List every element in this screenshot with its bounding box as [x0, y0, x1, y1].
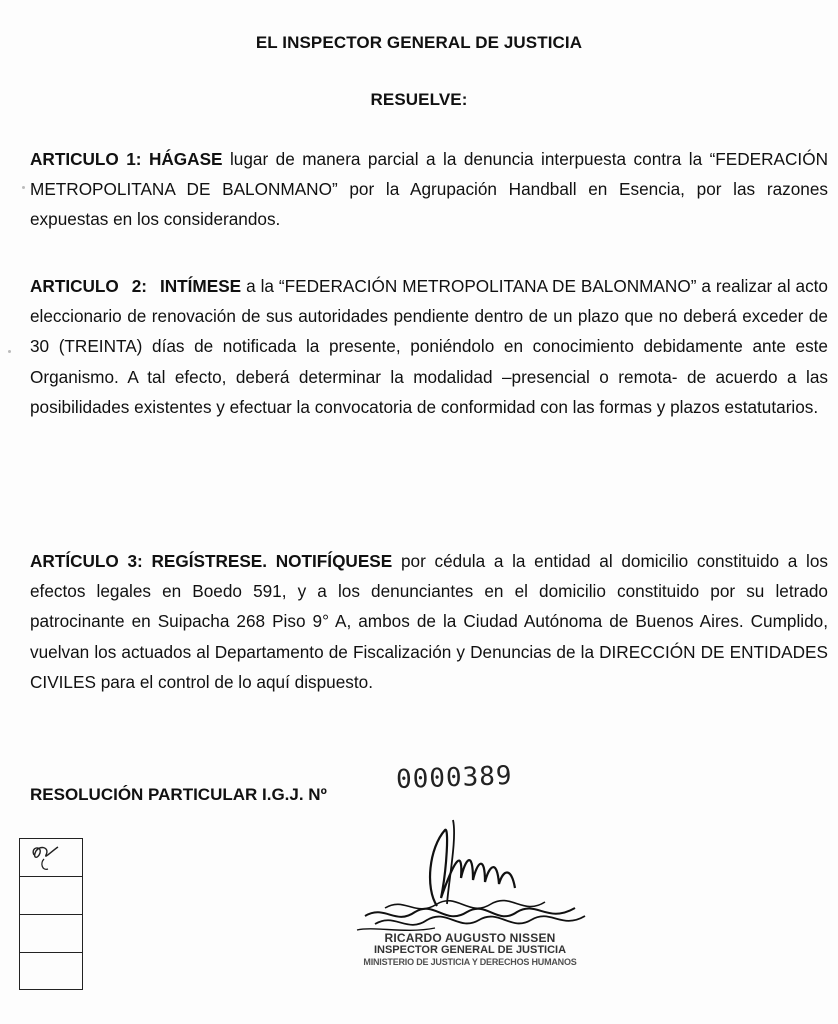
- official-stamp: [340, 932, 600, 968]
- handwritten-initials: [24, 841, 78, 875]
- article-1-lead: ARTICULO 1: HÁGASE: [30, 149, 223, 169]
- initials-cell: [20, 839, 82, 877]
- resuelve-heading: RESUELVE:: [370, 90, 468, 109]
- article-3: [30, 546, 828, 697]
- article-1: [30, 144, 828, 235]
- article-3-lead: ARTÍCULO 3: REGÍSTRESE. NOTIFÍQUESE: [30, 551, 393, 571]
- initials-cell: [20, 915, 82, 953]
- stamp-name: RICARDO AUGUSTO NISSEN: [384, 931, 556, 945]
- resolution-label: RESOLUCIÓN PARTICULAR I.G.J. Nº: [30, 785, 327, 804]
- initials-cell: [20, 877, 82, 915]
- scan-speck: [22, 186, 25, 189]
- article-2: [30, 271, 828, 422]
- article-1-text: lugar de manera parcial a la denuncia interpuesta contra la “FEDERACIÓN METROPOLITANA DE BALONMANO” por la Agrupación Handball en Esencia, por las razones expuestas en los considerandos.: [30, 149, 828, 230]
- document-title: EL INSPECTOR GENERAL DE JUSTICIA: [255, 33, 583, 52]
- stamp-ministry: MINISTERIO DE JUSTICIA Y DERECHOS HUMANOS: [363, 957, 577, 967]
- scan-speck: [8, 350, 11, 353]
- initials-cell: [20, 953, 82, 990]
- article-3-text: por cédula a la entidad al domicilio constituido a los efectos legales en Boedo 591, y a los denunciantes en el domicilio constituido por su letrado patrocinante en Suipacha 268 Piso 9° A, ambos de la Ciudad Autónoma de Buenos Aires. Cumplido, vuelvan los actuados al Departamento de Fiscalización y Denuncias de la DIRECCIÓN DE ENTIDADES CIVILES para el control de lo aquí dispuesto.: [30, 551, 828, 692]
- stamp-role: INSPECTOR GENERAL DE JUSTICIA: [373, 944, 567, 956]
- initials-box: [19, 838, 83, 990]
- signature: [345, 808, 605, 938]
- article-2-text: a la “FEDERACIÓN METROPOLITANA DE BALONMANO” a realizar al acto eleccionario de renovación de sus autoridades pendiente dentro de un plazo que no deberá exceder de 30 (TREINTA) días de notificada la presente, poniéndolo en conocimiento debidamente ante este Organismo. A tal efecto, deberá determinar la modalidad –presencial o remota- de acuerdo a las posibilidades existentes y efectuar la convocatoria de conformidad con las formas y plazos estatutarios.: [30, 276, 828, 417]
- article-2-lead: ARTICULO 2: INTÍMESE: [30, 276, 242, 296]
- resolution-number: 0000389: [395, 760, 514, 796]
